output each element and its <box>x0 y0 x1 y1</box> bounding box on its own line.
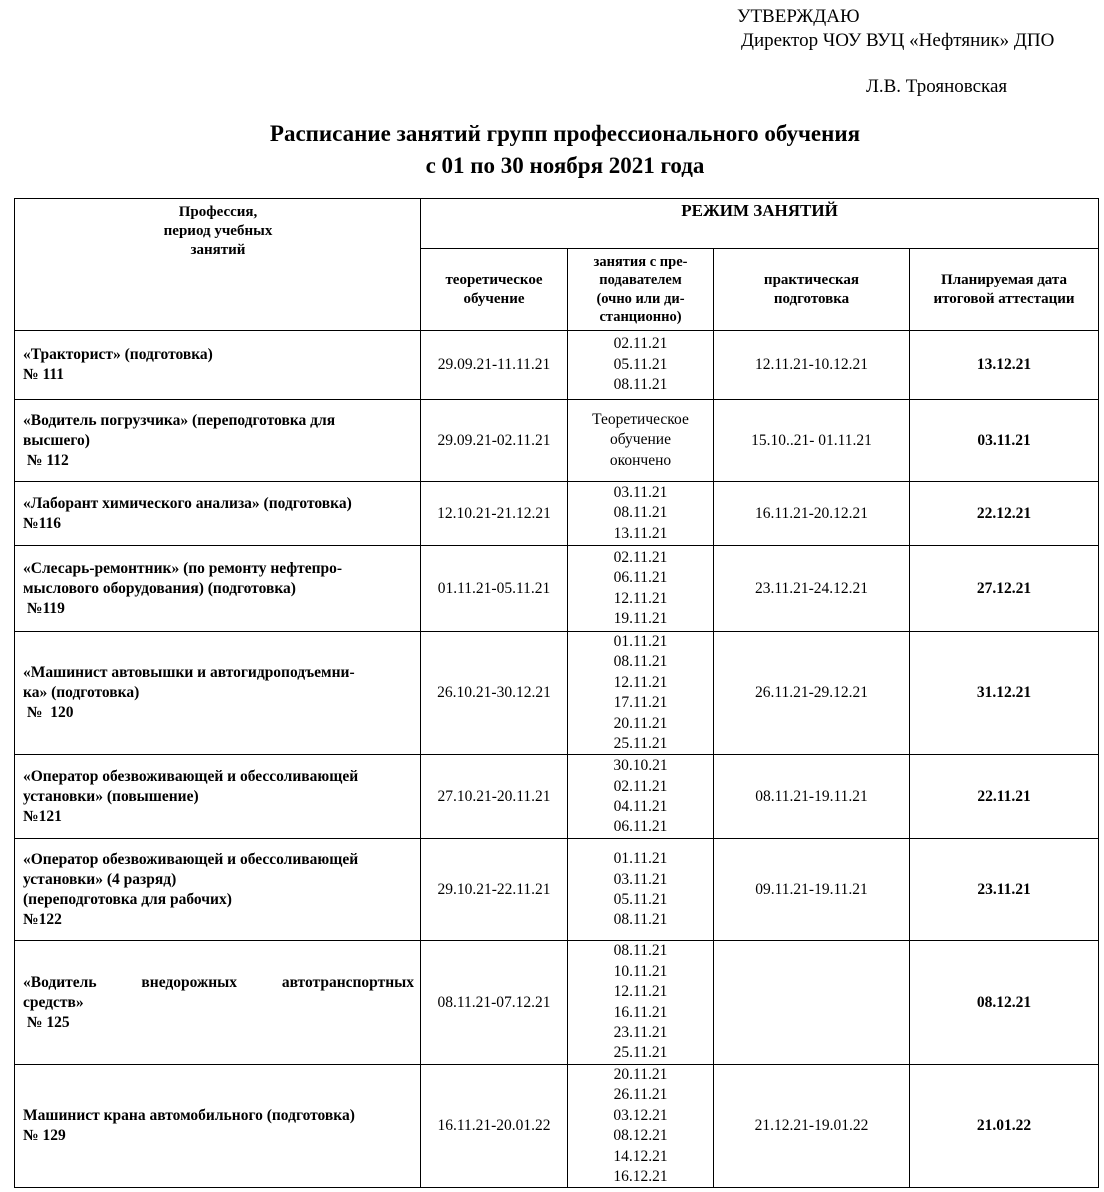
table-row <box>15 632 1099 755</box>
row-theory: 29.10.21-22.11.21 <box>421 839 568 941</box>
row-profession: «Машинист автовышки и автогидроподъемни- ка» (подготовка) № 120 <box>15 632 421 755</box>
row-exam: 13.12.21 <box>910 331 1099 400</box>
page-title: Расписание занятий групп профессионального обучения <box>269 121 861 146</box>
row-practice: 21.12.21-19.01.22 <box>714 1064 910 1187</box>
row-exam: 31.12.21 <box>910 632 1099 755</box>
row-profession: «Водитель погрузчика» (переподготовка для высшего) № 112 <box>15 400 421 482</box>
row-theory: 08.11.21-07.12.21 <box>421 941 568 1064</box>
row-practice: 12.11.21-10.12.21 <box>714 331 910 400</box>
row-profession: «Оператор обезвоживающей и обессоливающей установки» (повышение) №121 <box>15 755 421 839</box>
table-row <box>15 482 1099 546</box>
row-profession: «Лаборант химического анализа» (подготовка) №116 <box>15 482 421 546</box>
approval-signer: Л.В. Трояновская <box>866 76 1008 97</box>
table-row <box>15 839 1099 941</box>
row-profession: «Тракторист» (подготовка) № 111 <box>15 331 421 400</box>
table-row <box>15 546 1099 632</box>
row-theory: 12.10.21-21.12.21 <box>421 482 568 546</box>
row-teacher-dates: Теоретическое обучение окончено <box>568 400 714 482</box>
row-profession: «Оператор обезвоживающей и обессоливающей установки» (4 разряд) (переподготовка для рабочих) №122 <box>15 839 421 941</box>
header-profession: Профессия, период учебных занятий <box>15 199 421 331</box>
table-row <box>15 755 1099 839</box>
row-theory: 01.11.21-05.11.21 <box>421 546 568 632</box>
row-theory: 27.10.21-20.11.21 <box>421 755 568 839</box>
header-row <box>15 199 1099 249</box>
row-teacher-dates: 20.11.21 26.11.21 03.12.21 08.12.21 14.12.21 16.12.21 <box>568 1064 714 1187</box>
header-teacher: занятия с пре- подавателем (очно или ди- станционно) <box>568 249 714 331</box>
row-teacher-dates: 02.11.21 05.11.21 08.11.21 <box>568 331 714 400</box>
row-teacher-dates: 01.11.21 08.11.21 12.11.21 17.11.21 20.11.21 25.11.21 <box>568 632 714 755</box>
row-theory: 29.09.21-11.11.21 <box>421 331 568 400</box>
row-exam: 03.11.21 <box>910 400 1099 482</box>
row-practice: 15.10..21- 01.11.21 <box>714 400 910 482</box>
row-practice: 23.11.21-24.12.21 <box>714 546 910 632</box>
row-practice: 16.11.21-20.12.21 <box>714 482 910 546</box>
row-practice: 08.11.21-19.11.21 <box>714 755 910 839</box>
row-exam: 22.11.21 <box>910 755 1099 839</box>
row-profession: «Слесарь-ремонтник» (по ремонту нефтепро- мыслового оборудования) (подготовка) №119 <box>15 546 421 632</box>
row-profession: Машинист крана автомобильного (подготовка) № 129 <box>15 1064 421 1187</box>
row-exam: 08.12.21 <box>910 941 1099 1064</box>
row-practice <box>714 941 910 1064</box>
table-row <box>15 400 1099 482</box>
row-exam: 27.12.21 <box>910 546 1099 632</box>
approval-position: Директор ЧОУ ВУЦ «Нефтяник» ДПО <box>741 30 1055 51</box>
row-profession: «Водитель внедорожных автотранспортных средств» № 125 <box>15 941 421 1064</box>
header-mode: РЕЖИМ ЗАНЯТИЙ <box>421 199 1099 249</box>
page-subtitle: с 01 по 30 ноября 2021 года <box>425 153 705 178</box>
header-theory: теоретическое обучение <box>421 249 568 331</box>
row-theory: 16.11.21-20.01.22 <box>421 1064 568 1187</box>
approval-word: УТВЕРЖДАЮ <box>737 6 860 27</box>
schedule-table <box>14 198 1099 1188</box>
row-exam: 22.12.21 <box>910 482 1099 546</box>
row-teacher-dates: 02.11.21 06.11.21 12.11.21 19.11.21 <box>568 546 714 632</box>
row-teacher-dates: 01.11.21 03.11.21 05.11.21 08.11.21 <box>568 839 714 941</box>
table-row <box>15 1064 1099 1187</box>
table-row <box>15 941 1099 1064</box>
row-teacher-dates: 03.11.21 08.11.21 13.11.21 <box>568 482 714 546</box>
header-practice: практическая подготовка <box>714 249 910 331</box>
row-theory: 26.10.21-30.12.21 <box>421 632 568 755</box>
row-practice: 09.11.21-19.11.21 <box>714 839 910 941</box>
header-exam: Планируемая дата итоговой аттестации <box>910 249 1099 331</box>
row-exam: 23.11.21 <box>910 839 1099 941</box>
row-exam: 21.01.22 <box>910 1064 1099 1187</box>
row-teacher-dates: 30.10.21 02.11.21 04.11.21 06.11.21 <box>568 755 714 839</box>
row-theory: 29.09.21-02.11.21 <box>421 400 568 482</box>
row-teacher-dates: 08.11.21 10.11.21 12.11.21 16.11.21 23.11.21 25.11.21 <box>568 941 714 1064</box>
table-row <box>15 331 1099 400</box>
row-practice: 26.11.21-29.12.21 <box>714 632 910 755</box>
